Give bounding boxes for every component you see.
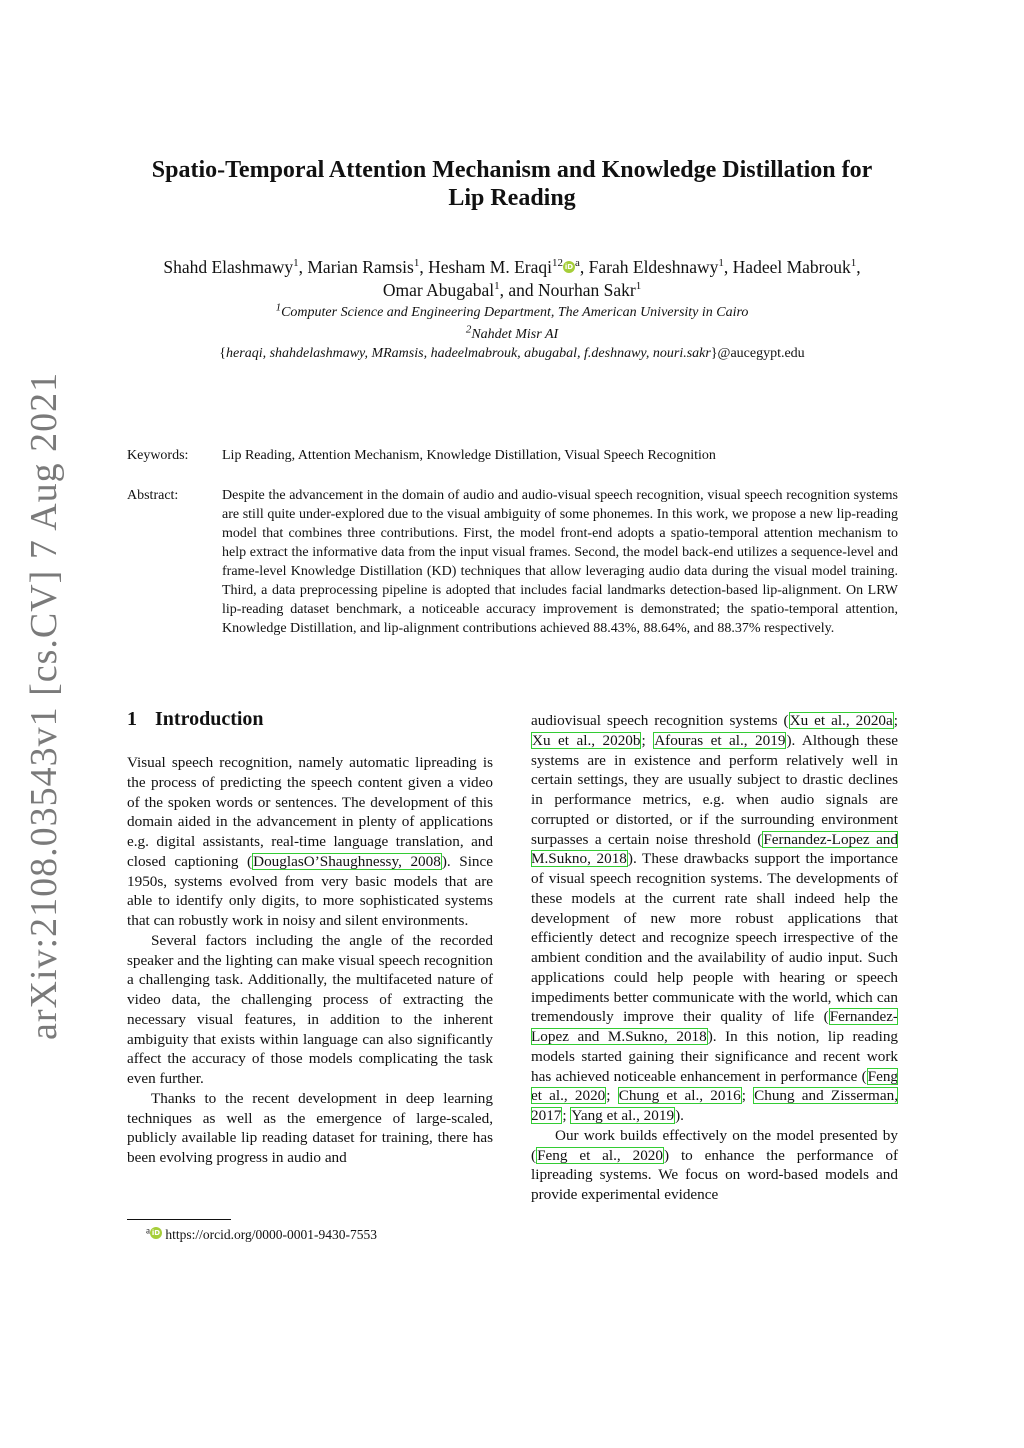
email-domain: }@aucegypt.edu [710,346,805,361]
author-affil-sup: 1 [718,257,724,270]
text-run: Visual speech recognition, namely automatic lipreading is the process of predicting the speech content given a video of the spoken words or sentences. The development of this domain aided in the advancement in plenty of applications e.g. digital assistants, real-time language translation, and closed captioning ( [127,754,493,870]
author-affil-sup: 1 [494,280,500,293]
author-affil-sup: 1 [293,257,299,270]
paragraph: Several factors including the angle of the recorded speaker and the lighting can make visual speech recognition a challenging task. Additionally, the multifaceted nature of video data, the challenging process of extracting the necessary visual features, in addition to the inherent ambiguity that exists within language can also significantly affect the accuracy of those models complicating the task even further. [127,931,493,1087]
left-column [127,753,493,1168]
author-line-1 [112,256,912,279]
text-run: ). Since 1950s, systems evolved from very basic models that are able to identify only digits, to more sophisticated systems that can robustly work in noisy and silent environments. [127,852,493,929]
text-run: audiovisual speech recognition systems ( [531,712,789,729]
citation-link[interactable]: Xu et al., 2020b [532,731,641,749]
section-heading-introduction [127,705,264,733]
author-line-2 [112,279,912,302]
text-run: ; [741,1087,754,1105]
citation-link[interactable]: Afouras et al., 2019 [654,731,786,749]
arxiv-identifier-stamp: arXiv:2108.03543v1 [cs.CV] 7 Aug 2021 [23,371,65,1040]
keywords-text: Lip Reading, Attention Mechanism, Knowledge Distillation, Visual Speech Recognition [222,448,716,463]
text-run: ; [562,1107,571,1124]
citation-link[interactable]: Fernandez-Lopez and M.Sukno, 2018 [531,830,898,868]
abstract-label: Abstract: [127,488,179,503]
paragraph [127,753,493,931]
text-run: ; [893,712,898,729]
paragraph: Thanks to the recent development in deep learning techniques as well as the emergence of large-scaled, publicly available lip reading dataset for training, there has been evolving progress in audio and [127,1089,493,1166]
affiliation-text: Computer Science and Engineering Department, The American University in Cairo [281,305,749,320]
text-run: ). [675,1107,684,1124]
citation-link[interactable]: Feng et al., 2020 [531,1067,898,1105]
email-usernames: heraqi, shahdelashmawy, MRamsis, hadeelmabrouk, abugabal, f.deshnawy, nouri.sakr [226,346,711,361]
right-column [531,711,898,1205]
author-name: , Hesham M. Eraqi [419,257,553,277]
text-run: Our work builds effectively on the model presented by ( [531,1126,898,1164]
paper-title [112,156,912,212]
footnote-marker: a [146,1225,150,1236]
author-list [112,256,912,302]
email-brace-open: { [219,346,227,361]
keywords-label: Keywords: [127,448,189,463]
orcid-footnote-marker: a [575,257,580,270]
author-name: , and Nourhan Sakr [499,280,636,300]
author-separator: , [856,257,861,277]
affiliation-text: Nahdet Misr AI [471,327,559,342]
footnote-orcid [146,1226,377,1244]
text-run: ) to enhance the performance of lipreading systems. We focus on word-based models and provide experimental evidence [531,1146,898,1203]
paragraph [531,1126,898,1205]
author-name: , Marian Ramsis [298,257,414,277]
affiliation-sup: 2 [465,323,472,336]
citation-link[interactable]: Feng et al., 2020 [537,1146,663,1164]
author-affil-sup: 1 [413,257,420,270]
author-affil-sup: 1 [850,257,857,270]
orcid-icon[interactable]: iD [564,263,574,271]
text-run: ; [641,731,654,749]
abstract-text: Despite the advancement in the domain of audio and audio-visual speech recognition, visual speech recognition systems are still quite under-explored due to the visual ambiguity of some phonemes. In this work, we propose a new lip-reading model that combines three contributions. First, the model front-end adopts a spatio-temporal attention mechanism to help extract the informative data from the input visual frames. Second, the model back-end utilizes a sequence-level and frame-level Knowledge Distillation (KD) techniques that allow leveraging audio data during the visual model training. Third, a data preprocessing pipeline is adopted that includes facial landmarks detection-based lip-alignment. On LRW lip-reading dataset benchmark, a noticeable accuracy improvement is demonstrated; the spatio-temporal attention, Knowledge Distillation, and lip-alignment contributions achieved 88.43%, 88.64%, and 88.37% respectively. [222,488,898,636]
citation-link[interactable]: Chung et al., 2016 [618,1087,741,1105]
affiliation-2 [112,323,912,344]
author-name: Omar Abugabal [382,280,495,300]
title-line-2: Lip Reading [448,185,576,211]
section-title: Introduction [155,708,264,730]
author-name: , Farah Eldeshnawy [579,257,719,277]
affiliation-1 [112,301,912,322]
orcid-icon: iD [151,1229,161,1237]
text-run: ). Although these systems are in existence and perform relatively well in certain settings, they are usually subject to drastic declines in performance metrics, e.g. when audio signals are corrupted or distorted, or if the surrounding environment surpasses a certain noise threshold ( [531,731,898,848]
paragraph [531,711,898,1126]
orcid-url-link[interactable]: https://orcid.org/0000-0001-9430-7553 [165,1227,377,1242]
author-name: , Hadeel Mabrouk [723,257,851,277]
affiliation-sup: 1 [275,301,282,314]
text-run: ). These drawbacks support the importance of visual speech recognition systems. The developments of these models at the current rate shall indeed help the development of new more robust applications that efficiently detect and recognize speech irrespective of the ambient condition and the availability of audio input. Such applications could help people with hearing or speech impediments better communicate with the world, which can tremendously improve their quality of life ( [531,850,899,1026]
section-number: 1 [127,708,137,730]
citation-link[interactable]: DouglasO’Shaughnessy, 2008 [253,852,441,870]
title-line-1: Spatio-Temporal Attention Mechanism and Knowledge Distillation for [151,157,873,183]
citation-link[interactable]: Fernandez-Lopez and M.Sukno, 2018 [531,1008,898,1045]
text-run: ; [606,1087,618,1105]
author-affil-sup: 1 [635,280,642,293]
author-name: Shahd Elashmawy [163,257,294,277]
text-run: ). In this notion, lip reading models started gaining their significance and recent work has achieved noticeable enhancement in performance ( [531,1028,899,1085]
email-line [112,345,912,363]
footnote-divider [127,1219,231,1220]
citation-link[interactable]: Yang et al., 2019 [571,1107,675,1124]
author-affil-sup: 12 [552,257,564,270]
citation-link[interactable]: Xu et al., 2020a [789,712,893,729]
citation-link[interactable]: Chung and Zisserman, 2017 [531,1087,898,1124]
